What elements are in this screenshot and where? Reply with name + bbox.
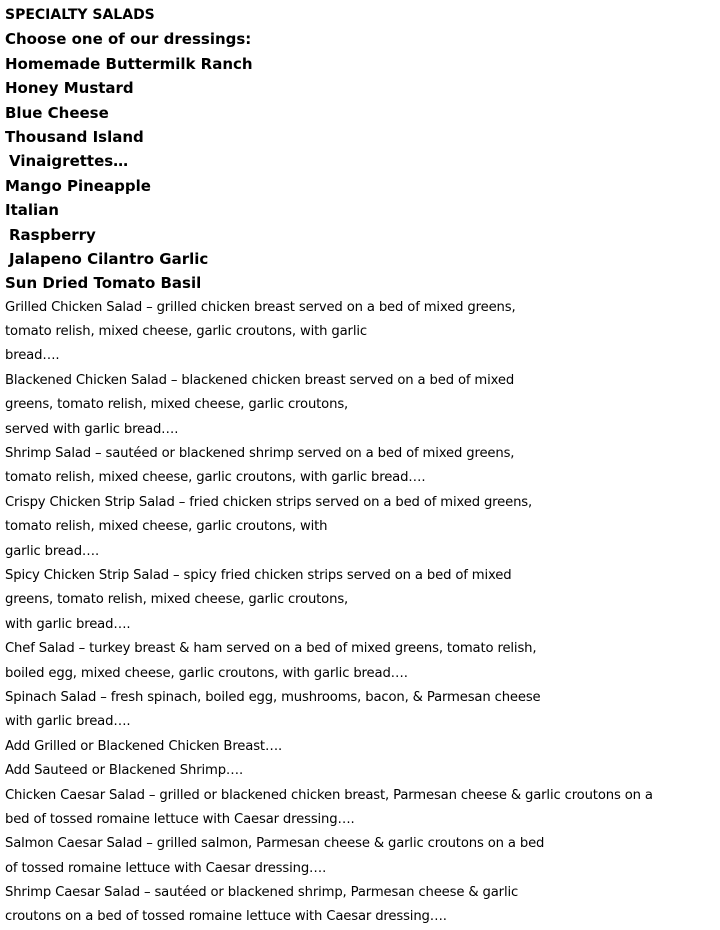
dressings-intro: Choose one of our dressings: (5, 30, 252, 49)
salad-line: Crispy Chicken Strip Salad – fried chicken strips served on a bed of mixed greens, (5, 494, 533, 510)
salad-line: bread…. (5, 348, 60, 364)
dressing-item: Jalapeno Cilantro Garlic (9, 249, 209, 268)
dressing-item: Honey Mustard (5, 79, 134, 98)
salad-line: Add Sauteed or Blackened Shrimp…. (5, 763, 243, 779)
salad-line: Salmon Caesar Salad – grilled salmon, Parmesan cheese & garlic croutons on a bed (5, 836, 545, 852)
dressing-item: Raspberry (9, 225, 96, 244)
salad-line: Blackened Chicken Salad – blackened chicken breast served on a bed of mixed (5, 372, 515, 388)
salad-line: served with garlic bread…. (5, 421, 179, 437)
salad-line: Spicy Chicken Strip Salad – spicy fried chicken strips served on a bed of mixed (5, 567, 512, 583)
dressing-item: Sun Dried Tomato Basil (5, 274, 202, 293)
salad-line: Chicken Caesar Salad – grilled or blackened chicken breast, Parmesan cheese & garlic croutons on a (5, 787, 653, 803)
dressing-item: Homemade Buttermilk Ranch (5, 54, 253, 73)
salad-line: greens, tomato relish, mixed cheese, garlic croutons, (5, 592, 349, 608)
dressings-list (5, 52, 717, 296)
salad-line: bed of tossed romaine lettuce with Caesar dressing…. (5, 811, 355, 827)
salad-line: with garlic bread…. (5, 616, 131, 632)
salad-line: Chef Salad – turkey breast & ham served on a bed of mixed greens, tomato relish, (5, 641, 537, 657)
dressing-item: Mango Pineapple (5, 176, 151, 195)
salad-line: Grilled Chicken Salad – grilled chicken breast served on a bed of mixed greens, (5, 299, 516, 315)
dressing-item: Thousand Island (5, 127, 144, 146)
salad-line: of tossed romaine lettuce with Caesar dressing…. (5, 860, 327, 876)
salad-line: tomato relish, mixed cheese, garlic croutons, with (5, 519, 328, 535)
salad-line: Add Grilled or Blackened Chicken Breast…. (5, 738, 283, 754)
salad-line: Shrimp Salad – sautéed or blackened shrimp served on a bed of mixed greens, (5, 446, 515, 462)
salad-list (5, 296, 717, 930)
salad-line: with garlic bread…. (5, 714, 131, 730)
dressing-item: Italian (5, 201, 59, 220)
menu-heading: SPECIALTY SALADS (5, 7, 155, 23)
salad-line: tomato relish, mixed cheese, garlic croutons, with garlic (5, 324, 367, 340)
dressing-item: Blue Cheese (5, 103, 109, 122)
salad-line: garlic bread…. (5, 543, 99, 559)
salad-line: Spinach Salad – fresh spinach, boiled egg, mushrooms, bacon, & Parmesan cheese (5, 689, 541, 705)
menu-page (5, 3, 717, 930)
salad-line: greens, tomato relish, mixed cheese, garlic croutons, (5, 397, 349, 413)
salad-line: Shrimp Caesar Salad – sautéed or blackened shrimp, Parmesan cheese & garlic (5, 885, 519, 901)
salad-line: boiled egg, mixed cheese, garlic croutons, with garlic bread…. (5, 665, 408, 681)
dressing-item: Vinaigrettes… (9, 152, 129, 171)
salad-line: croutons on a bed of tossed romaine lettuce with Caesar dressing…. (5, 909, 447, 925)
salad-line: tomato relish, mixed cheese, garlic croutons, with garlic bread…. (5, 470, 426, 486)
